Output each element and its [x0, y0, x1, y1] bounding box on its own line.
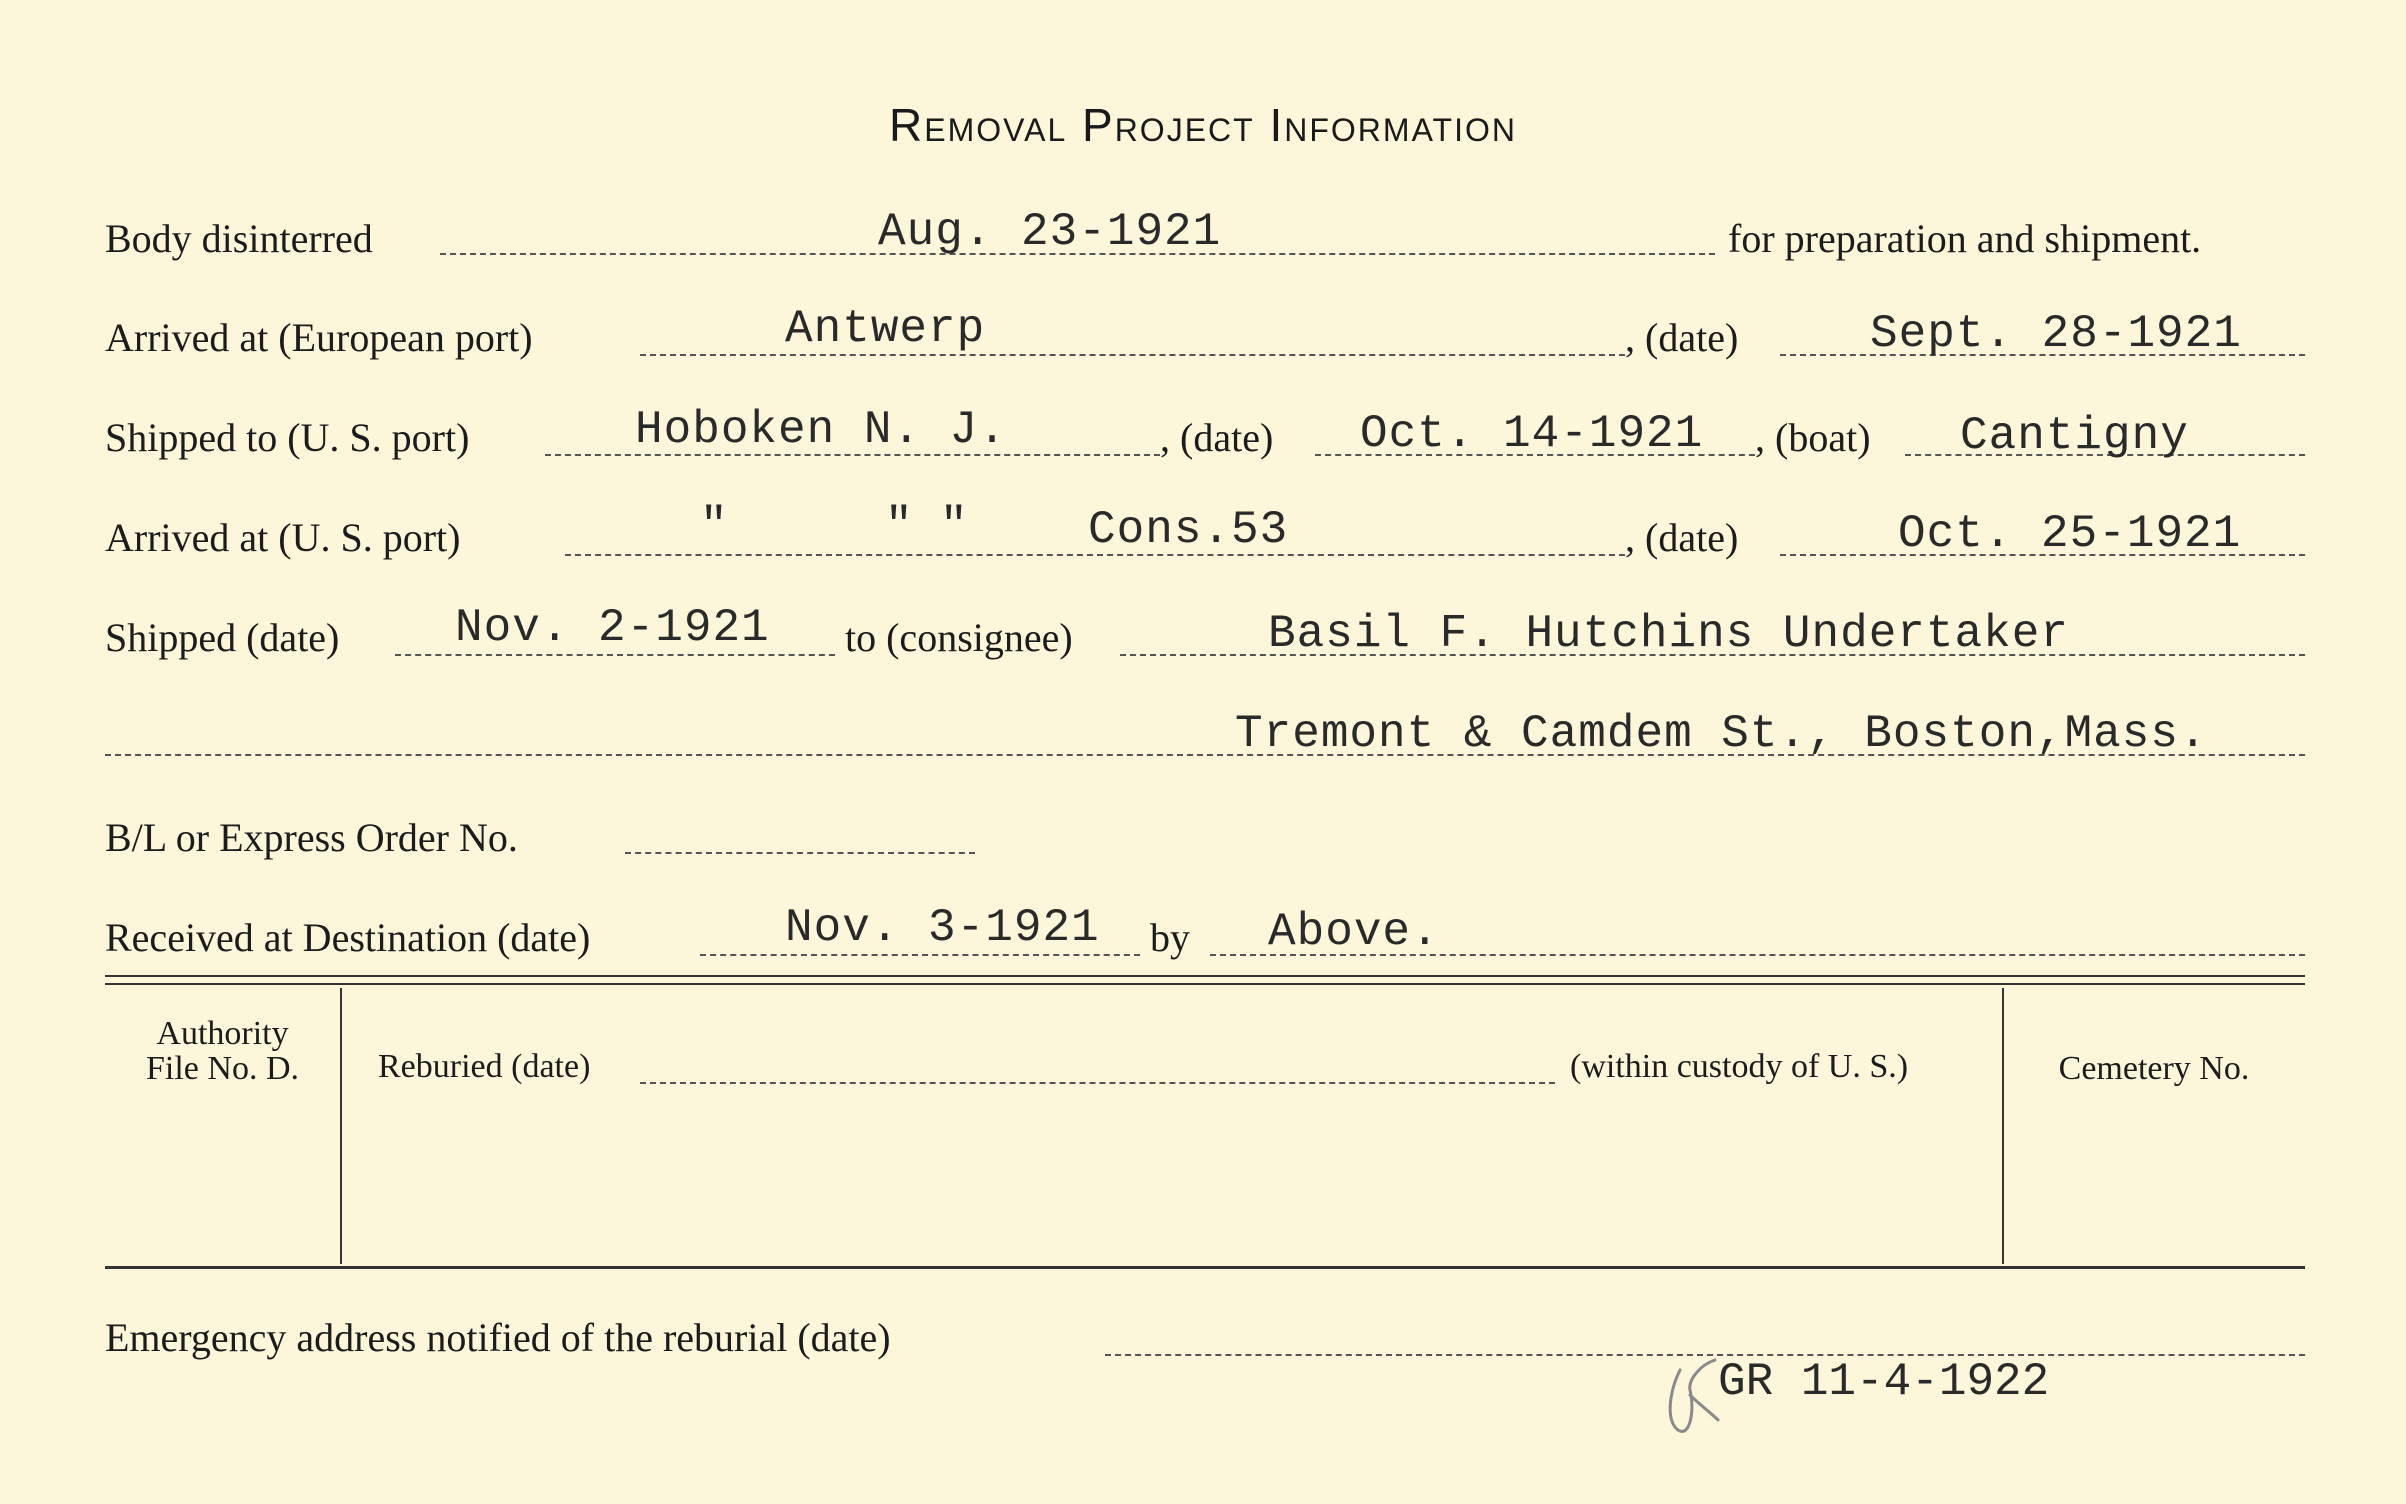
gr-date-stamp: GR 11-4-1922	[1718, 1356, 2050, 1408]
authority-label-line2: File No. D.	[146, 1050, 299, 1087]
arrived-us-consignment: Cons.53	[1088, 504, 1289, 556]
consignee-label: to (consignee)	[845, 615, 1073, 660]
arrived-europe-date-label: , (date)	[1625, 315, 1739, 360]
reburied-label: Reburied (date)	[378, 1048, 591, 1085]
shipped-us-date: Oct. 14-1921	[1360, 408, 1704, 460]
received-date-line	[700, 954, 1140, 956]
received-label: Received at Destination (date)	[105, 915, 591, 960]
emergency-label: Emergency address notified of the reburial (date)	[105, 1315, 891, 1360]
arrived-us-date: Oct. 25-1921	[1898, 508, 2242, 560]
table-top-rule-1	[105, 975, 2305, 977]
received-by: Above.	[1268, 906, 1440, 958]
page-title: Removal Project Information	[889, 99, 1517, 151]
consignee-name: Basil F. Hutchins Undertaker	[1268, 608, 2069, 660]
shipped-date: Nov. 2-1921	[455, 602, 770, 654]
custody-label: (within custody of U. S.)	[1570, 1048, 1909, 1085]
received-by-label: by	[1150, 915, 1190, 960]
shipped-us-date-label: , (date)	[1160, 415, 1274, 460]
shipped-us-port: Hoboken N. J.	[635, 404, 1007, 456]
arrived-us-date-label: , (date)	[1625, 515, 1739, 560]
arrived-europe-port: Antwerp	[785, 303, 986, 355]
arrived-europe-date: Sept. 28-1921	[1870, 308, 2242, 360]
bl-line	[625, 852, 975, 854]
shipped-date-line	[395, 654, 835, 656]
arrived-europe-label: Arrived at (European port)	[105, 315, 533, 360]
disinterred-suffix: for preparation and shipment.	[1728, 216, 2202, 261]
disinterred-label: Body disinterred	[105, 216, 373, 261]
shipped-date-label: Shipped (date)	[105, 615, 340, 660]
received-date: Nov. 3-1921	[785, 902, 1100, 954]
arrived-us-label: Arrived at (U. S. port)	[105, 515, 461, 560]
arrived-us-ditto-1: "	[700, 500, 729, 552]
consignee-address: Tremont & Camdem St., Boston,Mass.	[1235, 708, 2208, 760]
table-divider-right	[2002, 988, 2004, 1264]
disinterred-date: Aug. 23-1921	[878, 206, 1222, 258]
shipped-us-boat: Cantigny	[1960, 410, 2189, 462]
bl-label: B/L or Express Order No.	[105, 815, 518, 860]
reburied-line	[640, 1082, 1555, 1084]
shipped-us-label: Shipped to (U. S. port)	[105, 415, 470, 460]
authority-label-line1: Authority	[156, 1015, 289, 1052]
shipped-us-boat-label: , (boat)	[1755, 415, 1871, 460]
table-top-rule-2	[105, 983, 2305, 985]
arrived-us-ditto-3: "	[940, 500, 969, 552]
table-bottom-rule	[105, 1266, 2305, 1269]
arrived-us-ditto-2: "	[885, 500, 914, 552]
cemetery-label: Cemetery No.	[2058, 1050, 2250, 1087]
pencil-mark-icon	[1660, 1350, 1730, 1440]
table-divider-left	[340, 988, 342, 1264]
